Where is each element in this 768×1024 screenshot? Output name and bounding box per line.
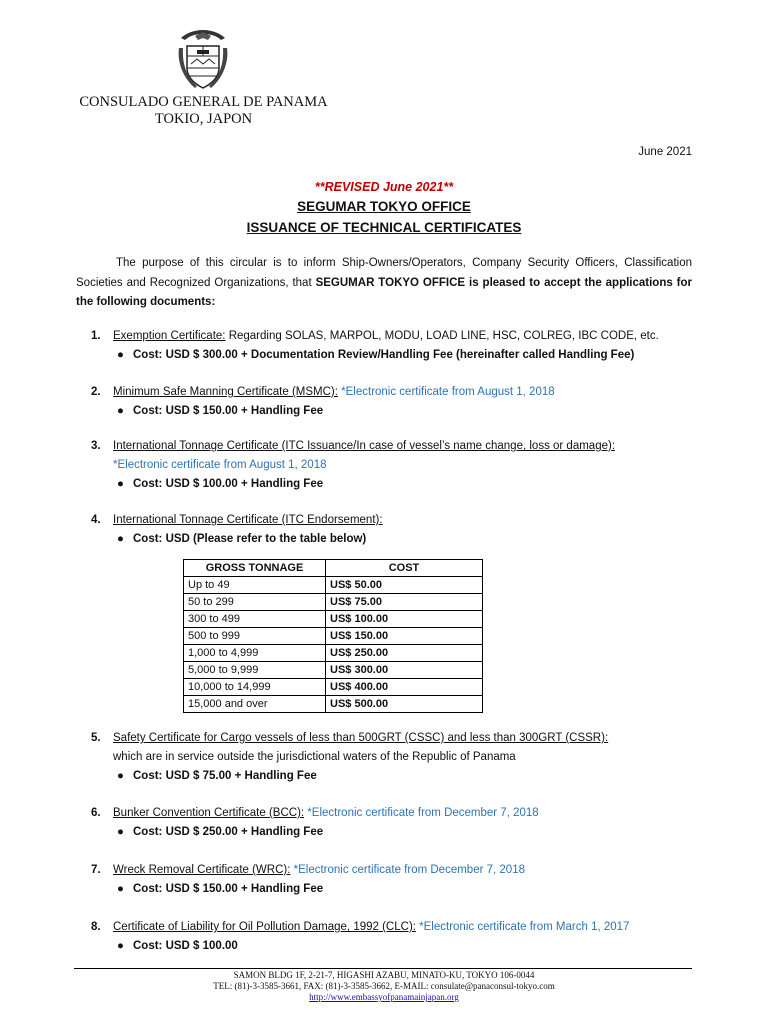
consulate-header: [0, 94, 407, 128]
bullet-dot-icon: ●: [117, 478, 124, 490]
item-cost: Cost: USD $ 75.00 + Handling Fee: [133, 770, 317, 782]
bullet-dot-icon: ●: [117, 349, 124, 361]
footer-contact: TEL: (81)-3-3585-3661, FAX: (81)-3-3585-3662, E-MAIL: consulate@panaconsul-tokyo.com: [213, 981, 555, 991]
item-number: 7.: [91, 864, 101, 876]
footer-website-link[interactable]: http://www.embassyofpanamainjapan.org: [309, 992, 459, 1002]
bullet-dot-icon: ●: [117, 826, 124, 838]
tonnage-cell: 5,000 to 9,999: [184, 662, 326, 679]
footer: [0, 970, 768, 1003]
item-note: *Electronic certificate from December 7, 2018: [290, 864, 525, 876]
tonnage-cell: 300 to 499: [184, 611, 326, 628]
item-number: 5.: [91, 732, 101, 744]
cost-cell: US$ 100.00: [326, 611, 483, 628]
table-row: [184, 662, 483, 679]
table-header-row: [184, 560, 483, 577]
cost-cell: US$ 500.00: [326, 696, 483, 713]
item-note: *Electronic certificate from August 1, 2018: [337, 386, 555, 398]
item-number: 6.: [91, 807, 101, 819]
item-cost: Cost: USD $ 100.00 + Handling Fee: [133, 478, 324, 490]
document-subtitle: ISSUANCE OF TECHNICAL CERTIFICATES: [246, 220, 522, 235]
item-number: 1.: [91, 330, 101, 342]
item-cost: Cost: USD $ 100.00: [133, 940, 238, 952]
consulate-city: TOKIO, JAPON: [154, 111, 253, 127]
table-row: [184, 696, 483, 713]
bullet-dot-icon: ●: [117, 883, 124, 895]
item-description: which are in service outside the jurisdictional waters of the Republic of Panama: [113, 751, 516, 763]
item-cost: Cost: USD $ 150.00 + Handling Fee: [133, 883, 324, 895]
tonnage-cell: 15,000 and over: [184, 696, 326, 713]
item-cost: Cost: USD (Please refer to the table below): [133, 533, 367, 545]
table-row: [184, 628, 483, 645]
table-row: [184, 611, 483, 628]
panama-coat-of-arms-icon: [175, 28, 231, 92]
cost-cell: US$ 50.00: [326, 577, 483, 594]
tonnage-cell: 500 to 999: [184, 628, 326, 645]
cost-cell: US$ 250.00: [326, 645, 483, 662]
item-title: Minimum Safe Manning Certificate (MSMC):: [113, 386, 338, 398]
intro-text-bold: SEGUMAR TOKYO OFFICE is pleased to accept the applications for the following documents:: [76, 276, 693, 308]
item-cost: Cost: USD $ 150.00 + Handling Fee: [133, 405, 324, 417]
cost-cell: US$ 400.00: [326, 679, 483, 696]
item-cost: Cost: USD $ 250.00 + Handling Fee: [133, 826, 324, 838]
bullet-dot-icon: ●: [117, 533, 124, 545]
item-number: 2.: [91, 386, 101, 398]
document-date: June 2021: [638, 146, 692, 158]
item-number: 4.: [91, 514, 101, 526]
tonnage-cost-table: [183, 559, 483, 713]
consulate-name: CONSULADO GENERAL DE PANAMA: [79, 94, 328, 110]
item-title: International Tonnage Certificate (ITC Issuance/In case of vessel’s name change, loss or damage):: [113, 440, 616, 452]
item-number: 3.: [91, 440, 101, 452]
item-title: Safety Certificate for Cargo vessels of less than 500GRT (CSSC) and less than 300GRT (CSSR):: [113, 732, 609, 744]
table-row: [184, 577, 483, 594]
item-title: Bunker Convention Certificate (BCC):: [113, 807, 305, 819]
document-title: SEGUMAR TOKYO OFFICE: [297, 199, 471, 214]
bullet-dot-icon: ●: [117, 405, 124, 417]
intro-paragraph: [76, 254, 692, 313]
table-row: [184, 645, 483, 662]
item-title: International Tonnage Certificate (ITC Endorsement):: [113, 514, 383, 526]
tonnage-cell: 10,000 to 14,999: [184, 679, 326, 696]
cost-cell: US$ 300.00: [326, 662, 483, 679]
item-title: Wreck Removal Certificate (WRC):: [113, 864, 291, 876]
item-description: Regarding SOLAS, MARPOL, MODU, LOAD LINE, HSC, COLREG, IBC CODE, etc.: [225, 330, 659, 342]
item-note: *Electronic certificate from March 1, 2017: [415, 921, 630, 933]
revised-note: **REVISED June 2021**: [314, 180, 454, 194]
bullet-dot-icon: ●: [117, 770, 124, 782]
column-header-cost: COST: [326, 560, 483, 577]
bullet-dot-icon: ●: [117, 940, 124, 952]
item-title: Certificate of Liability for Oil Pollution Damage, 1992 (CLC):: [113, 921, 416, 933]
tonnage-cell: 1,000 to 4,999: [184, 645, 326, 662]
item-cost: Cost: USD $ 300.00 + Documentation Review/Handling Fee (hereinafter called Handling Fee): [133, 349, 635, 361]
footer-address: SAMON BLDG 1F, 2-21-7, HIGASHI AZABU, MINATO-KU, TOKYO 106-0044: [233, 970, 535, 980]
table-row: [184, 679, 483, 696]
column-header-gross-tonnage: GROSS TONNAGE: [184, 560, 326, 577]
cost-cell: US$ 75.00: [326, 594, 483, 611]
tonnage-cell: Up to 49: [184, 577, 326, 594]
item-title: Exemption Certificate:: [113, 330, 226, 342]
intro-text: The purpose of this circular is to inform Ship-Owners/Operators, Company Security Officers, Classification Societies and Recognized Organizations, that: [76, 257, 692, 289]
item-note: *Electronic certificate from August 1, 2018: [113, 459, 327, 471]
footer-divider: [74, 968, 692, 969]
table-row: [184, 594, 483, 611]
cost-cell: US$ 150.00: [326, 628, 483, 645]
item-number: 8.: [91, 921, 101, 933]
item-note: *Electronic certificate from December 7, 2018: [304, 807, 539, 819]
tonnage-cell: 50 to 299: [184, 594, 326, 611]
